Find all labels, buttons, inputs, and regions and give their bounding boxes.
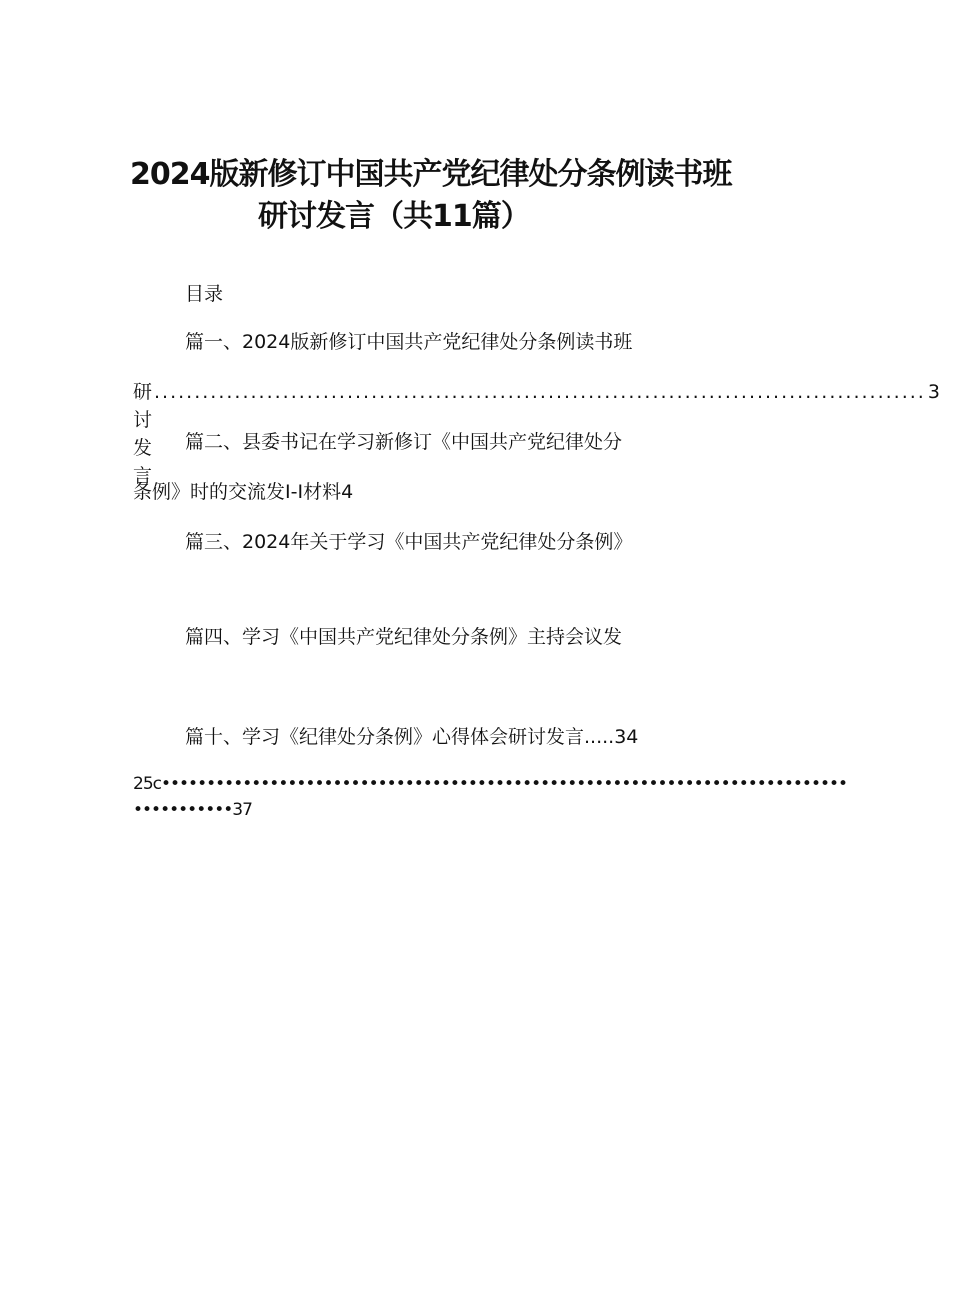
toc-entry-10-page-number: 34	[614, 726, 639, 748]
toc-entry-3-line-1: 篇三、2024年关于学习《中国共产党纪律处分条例》	[185, 531, 633, 553]
toc-entry-10-text: 篇十、学习《纪律处分条例》心得体会研讨发言.....	[185, 726, 615, 748]
toc-entry-2-line-2: 条例》时的交流发I-I材料4	[133, 481, 354, 503]
toc-entry-1-line-1: 篇一、2024版新修订中国共产党纪律处分条例读书班	[185, 331, 633, 353]
toc-entry-4-line-1: 篇四、学习《中国共产党纪律处分条例》主持会议发	[185, 626, 623, 648]
toc-entry-1-line-2: 研讨发言	[133, 381, 153, 487]
toc-entry-10-line-3: •••••••••••37	[133, 800, 252, 820]
toc-entry-1-page-number: 3	[927, 381, 940, 403]
toc-heading: 目录	[185, 283, 224, 305]
toc-entry-2-line-1: 篇二、县委书记在学习新修订《中国共产党纪律处分	[185, 431, 623, 453]
document-title-line-2: 研讨发言（共11篇）	[258, 199, 530, 234]
document-title-line-1: 2024版新修订中国共产党纪律处分条例读书班	[130, 157, 732, 192]
toc-entry-10-line-2: 25c••••••••••••••••••••••••••••••••••••••••••••••••••••••••••••••••••••••••••••	[133, 774, 848, 794]
toc-entry-1-dot-leader: ................................................................................................	[154, 381, 926, 403]
toc-entry-10-line-1	[185, 723, 638, 751]
